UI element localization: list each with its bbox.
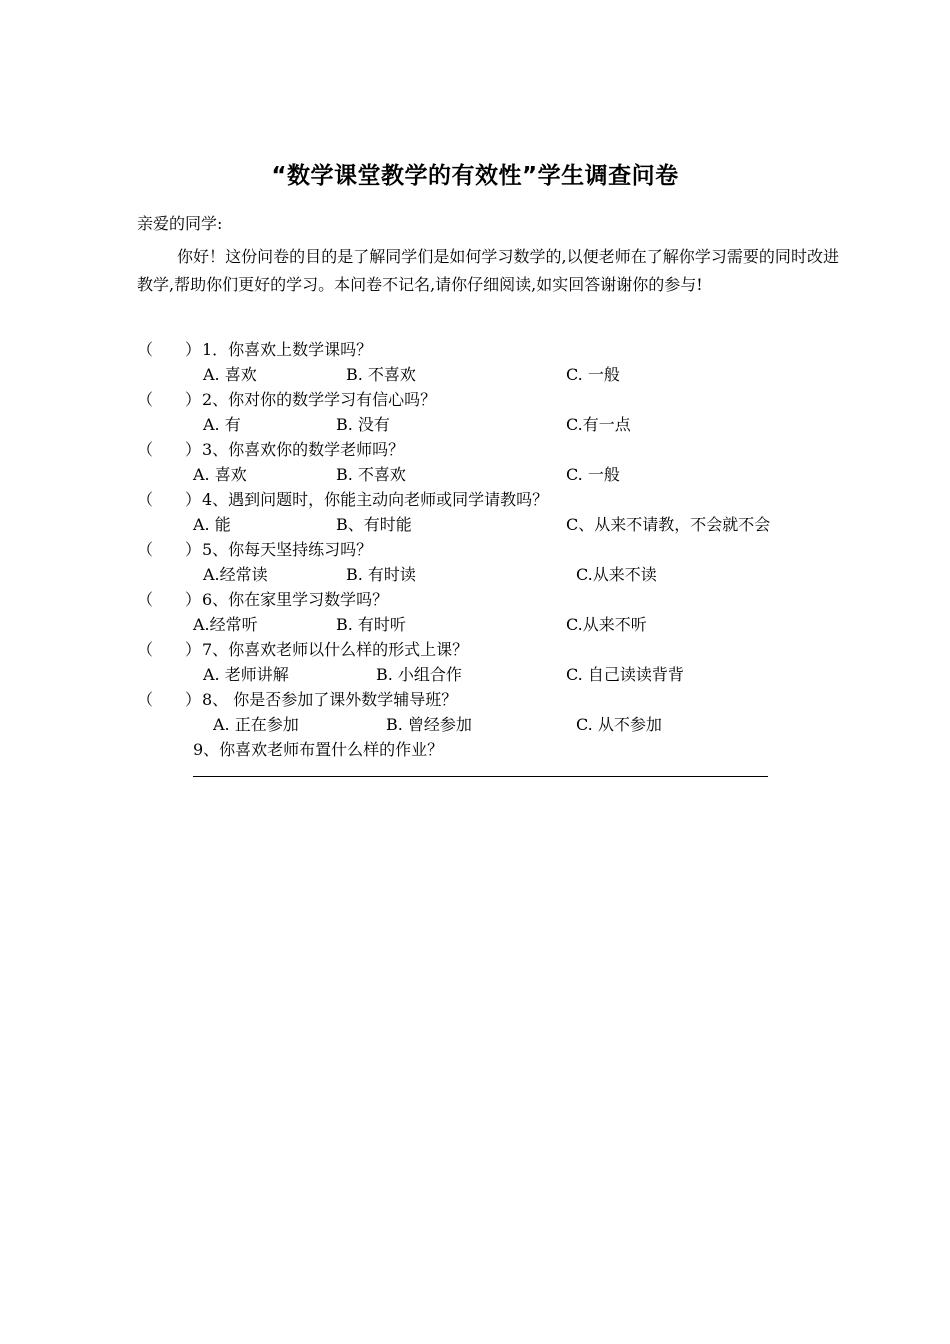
question-text: 8、 你是否参加了课外数学辅导班？ (202, 690, 458, 709)
question-text: 4、遇到问题时，你能主动向老师或同学请教吗？ (202, 490, 549, 509)
answer-blank[interactable]: （ ） (137, 540, 202, 559)
question-9: 9、你喜欢老师布置什么样的作业？ (193, 740, 444, 759)
option-c: C.从来不读 (576, 565, 657, 584)
answer-blank[interactable]: （ ） (137, 690, 202, 709)
option-b: B. 没有 (336, 415, 390, 434)
option-a: A. 有 (203, 415, 241, 434)
option-c: C. 自己读读背背 (566, 665, 684, 684)
option-a: A. 喜欢 (203, 365, 257, 384)
question-text: 3、你喜欢你的数学老师吗？ (202, 440, 405, 459)
option-b: B. 不喜欢 (346, 365, 416, 384)
option-a: A.经常读 (203, 565, 268, 584)
option-a: A. 能 (193, 515, 231, 534)
option-b: B. 小组合作 (376, 665, 462, 684)
question-text: 6、你在家里学习数学吗？ (202, 590, 389, 609)
answer-blank[interactable]: （ ） (137, 390, 202, 409)
answer-line[interactable] (193, 776, 768, 777)
intro-paragraph: 你好！这份问卷的目的是了解同学们是如何学习数学的,以便老师在了解你学习需要的同时改进教学,帮助你们更好的学习。本问卷不记名,请你仔细阅读,如实回答谢谢你的参与! (137, 247, 839, 294)
option-b: B. 不喜欢 (336, 465, 406, 484)
option-a: A. 正在参加 (213, 715, 299, 734)
question-text: 2、你对你的数学学习有信心吗？ (202, 390, 437, 409)
option-b: B、有时能 (336, 515, 412, 534)
option-c: C. 从不参加 (576, 715, 662, 734)
option-c: C.有一点 (566, 415, 631, 434)
greeting: 亲爱的同学: (137, 214, 223, 233)
option-b: B. 有时听 (336, 615, 406, 634)
option-a: A.经常听 (193, 615, 258, 634)
option-a: A. 喜欢 (193, 465, 247, 484)
option-c: C. 一般 (566, 365, 620, 384)
option-c: C、从来不请教，不会就不会 (566, 515, 771, 534)
option-b: B. 有时读 (346, 565, 416, 584)
answer-blank[interactable]: （ ） (137, 590, 202, 609)
answer-blank[interactable]: （ ） (137, 340, 202, 359)
option-c: C. 一般 (566, 465, 620, 484)
question-text: 5、你每天坚持练习吗？ (202, 540, 373, 559)
answer-blank[interactable]: （ ） (137, 490, 202, 509)
option-c: C.从来不听 (566, 615, 647, 634)
answer-blank[interactable]: （ ） (137, 640, 202, 659)
answer-blank[interactable]: （ ） (137, 440, 202, 459)
question-text: 1．你喜欢上数学课吗？ (202, 340, 373, 359)
question-text: 7、你喜欢老师以什么样的形式上课？ (202, 640, 469, 659)
page-title: “数学课堂教学的有效性”学生调查问卷 (271, 163, 679, 189)
option-a: A. 老师讲解 (203, 665, 289, 684)
option-b: B. 曾经参加 (386, 715, 472, 734)
